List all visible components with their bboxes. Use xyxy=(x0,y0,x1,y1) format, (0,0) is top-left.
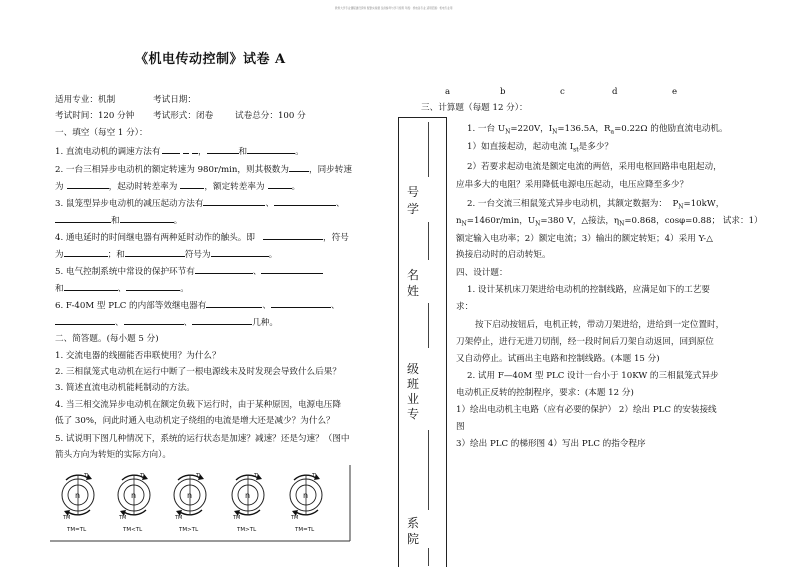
seal-dash-4 xyxy=(428,430,429,510)
motor-diagram-5 xyxy=(290,473,322,533)
section3-q2a: 2. 一台交流三相鼠笼式异步电动机，其额定数据为： $P_N=10kW$， xyxy=(467,199,725,211)
section1-q5-cont: 和 、 。 xyxy=(55,284,189,294)
meta-total: 试卷总分：100 分 xyxy=(235,111,306,121)
figure-label-d: d xyxy=(612,87,618,97)
tm-label: TM xyxy=(175,515,183,521)
section2-q2: 2. 三相鼠笼式电动机在运行中断了一根电源线未及时发现会导致什么后果？ xyxy=(55,367,341,377)
section4-heading: 四、设计题： xyxy=(456,268,508,278)
section1-q3: 3. 鼠笼型异步电动机的减压起动方法有 、 、 xyxy=(55,199,345,209)
section2-q4a: 4. 当三相交流异步电动机在额定负载下运行时，由于某种原因，电源电压降 xyxy=(55,400,341,410)
figure-label-e: e xyxy=(672,87,678,97)
motor-speed-label: n xyxy=(75,491,81,500)
section4-q1d: 刀架停止，进行无进刀切削，经一段时间后刀架自动返回，回到原位 xyxy=(456,337,714,347)
section4-q1b: 求： xyxy=(456,302,474,312)
tl-label: TL xyxy=(312,473,318,479)
section2-heading: 二、简答题。(每小题 5 分) xyxy=(55,334,159,344)
tm-label: TM xyxy=(119,515,127,521)
motor-speed-label: n xyxy=(131,491,137,500)
section4-q1e: 又自动停止。试画出主电路和控制线路。(本题 15 分) xyxy=(456,354,660,364)
seal-dash-2 xyxy=(428,222,429,260)
motor-diagram-1 xyxy=(62,473,94,533)
header-note: 教育大学专业课程建设资料 配套实验课 仅供参考与学习使用 年级：机电各专业 适用范围：机电专业用 xyxy=(335,7,453,10)
section4-q1a: 1. 设计某机床刀架进给电动机的控制线路，应满足如下的工艺要 xyxy=(467,285,710,295)
seal-char-ban: 班 xyxy=(407,377,420,391)
section1-heading: 一、填空（每空 1 分）： xyxy=(55,128,148,138)
section1-q4-cont: 为 ；和 符号为 。 xyxy=(55,250,278,260)
section3-q1d: 应串多大的电阻？采用降低电源电压起动，电压应降至多少？ xyxy=(456,180,689,190)
motor-caption: TM=TL xyxy=(295,527,315,533)
section4-q2e: 3）绘出 PLC 的梯形图 4）写出 PLC 的指令程序 xyxy=(456,439,646,449)
section2-q5b: 箭头方向为转矩的实际方向）。 xyxy=(55,450,172,460)
section1-q1: 1. 直流电动机的调速方法有 ， 和 。 xyxy=(55,147,304,157)
motor-diagram-2 xyxy=(118,473,150,533)
tl-label: TL xyxy=(254,473,260,479)
section3-q1a: 1. 一台 $U_N=220V$，$I_N=136.5A$，$R_a=0.22\Omega$ 的他励直流电动机。 xyxy=(467,124,728,136)
seal-dash-5 xyxy=(428,548,429,566)
section3-q1c: 2）若要求起动电流是额定电流的两倍，采用电枢回路串电阻起动， xyxy=(467,162,722,172)
seal-char-ji: 级 xyxy=(407,362,420,376)
seal-char-zhuan: 专 xyxy=(407,407,420,421)
section2-q5a: 5. 试说明下图几种情况下，系统的运行状态是加速？减速？还是匀速？（图中 xyxy=(55,434,350,444)
section1-q4: 4. 通电延时的时间继电器有两种延时动作的触头。即 ，符号 xyxy=(55,233,349,243)
motor-caption: TM>TL xyxy=(237,527,257,533)
meta-major: 适用专业：机制 xyxy=(55,95,116,105)
section3-q2c: 额定输入电功率；2）额定电流；3）输出的额定转矩；4）采用 Y-△ xyxy=(456,234,713,244)
section4-q2b: 电动机正反转的控制程序，要求：(本题 12 分) xyxy=(456,388,634,398)
section3-q2d: 换接启动时的启动转矩。 xyxy=(456,250,551,260)
tm-label: TM xyxy=(233,515,241,521)
tm-label: TM xyxy=(63,515,71,521)
motor-caption: TM=TL xyxy=(67,527,87,533)
section3-q2b: $n_N=1460r/\min$，$U_N=380$ V，△接法，$\eta_N=0.868$，cosφ=0.88； 试求：1） xyxy=(456,216,763,228)
seal-char-ye: 业 xyxy=(407,392,420,406)
tl-label: TL xyxy=(84,473,90,479)
motor-caption: TM>TL xyxy=(179,527,199,533)
section1-q2-cont: 为 ，起动时转差率为 ，额定转差率为 。 xyxy=(55,182,301,192)
page-title: 《机电传动控制》试卷 A xyxy=(135,52,286,67)
figure-label-a: a xyxy=(445,87,451,97)
seal-char-yuan: 院 xyxy=(407,532,420,546)
motor-speed-label: n xyxy=(303,491,309,500)
seal-char-xue: 学 xyxy=(407,202,420,216)
section1-q5: 5. 电气控制系统中常设的保护环节有 、 xyxy=(55,265,323,278)
section2-q4b: 低了 30%，问此时通入电动机定子绕组的电流是增大还是减少？为什么？ xyxy=(55,416,335,426)
seal-dash-3 xyxy=(428,303,429,348)
motor-speed-label: n xyxy=(245,491,251,500)
motor-diagram-4 xyxy=(232,473,264,533)
section1-q6: 6. F-40M 型 PLC 的内部等效继电器有 、 、 xyxy=(55,301,340,311)
section3-heading: 三、计算题（每题 12 分）： xyxy=(421,103,528,113)
tl-label: TL xyxy=(140,473,146,479)
motor-torque-figure xyxy=(50,465,355,545)
meta-time: 考试时间：120 分钟 xyxy=(55,111,135,121)
section4-q1c: 按下启动按钮后，电机正转，带动刀架进给，进给到一定位置时， xyxy=(475,320,725,330)
figure-label-b: b xyxy=(500,87,506,97)
tm-label: TM xyxy=(291,515,299,521)
motor-caption: TM<TL xyxy=(123,527,143,533)
figure-label-c: c xyxy=(560,87,565,97)
seal-line-left xyxy=(398,117,399,567)
seal-char-ming: 名 xyxy=(407,268,420,282)
section2-q1: 1. 交流电器的线圈能否串联使用？为什么？ xyxy=(55,351,221,361)
motor-diagram-3 xyxy=(174,473,206,533)
seal-line-top xyxy=(398,117,446,118)
section4-q2c: 1）绘出电动机主电路（应有必要的保护） 2）绘出 PLC 的安装接线 xyxy=(456,405,717,415)
meta-form: 考试形式：闭卷 xyxy=(153,111,214,121)
section4-q2d: 图 xyxy=(456,422,465,432)
section1-q3-cont: 和 。 xyxy=(55,214,182,227)
meta-date: 考试日期： xyxy=(153,95,196,105)
seal-char-xing: 姓 xyxy=(407,284,420,298)
section4-q2a: 2. 试用 F—40M 型 PLC 设计一台小于 10KW 的三相鼠笼式异步 xyxy=(467,371,719,381)
seal-char-hao: 号 xyxy=(407,185,420,199)
section3-q1b: 1）如直接起动，起动电流 $I_{st}$是多少？ xyxy=(467,142,614,154)
section1-q2: 2. 一台三相异步电动机的额定转速为 980r/min，则其极数为 ，同步转速 xyxy=(55,165,352,175)
section2-q3: 3. 简述直流电动机能耗制动的方法。 xyxy=(55,383,195,393)
seal-dash-1 xyxy=(428,122,429,177)
seal-line-right xyxy=(446,117,447,567)
seal-char-xi: 系 xyxy=(407,516,420,530)
tl-label: TL xyxy=(196,473,202,479)
motor-speed-label: n xyxy=(187,491,193,500)
section1-q6-cont: 、 、 几种。 xyxy=(55,316,278,329)
